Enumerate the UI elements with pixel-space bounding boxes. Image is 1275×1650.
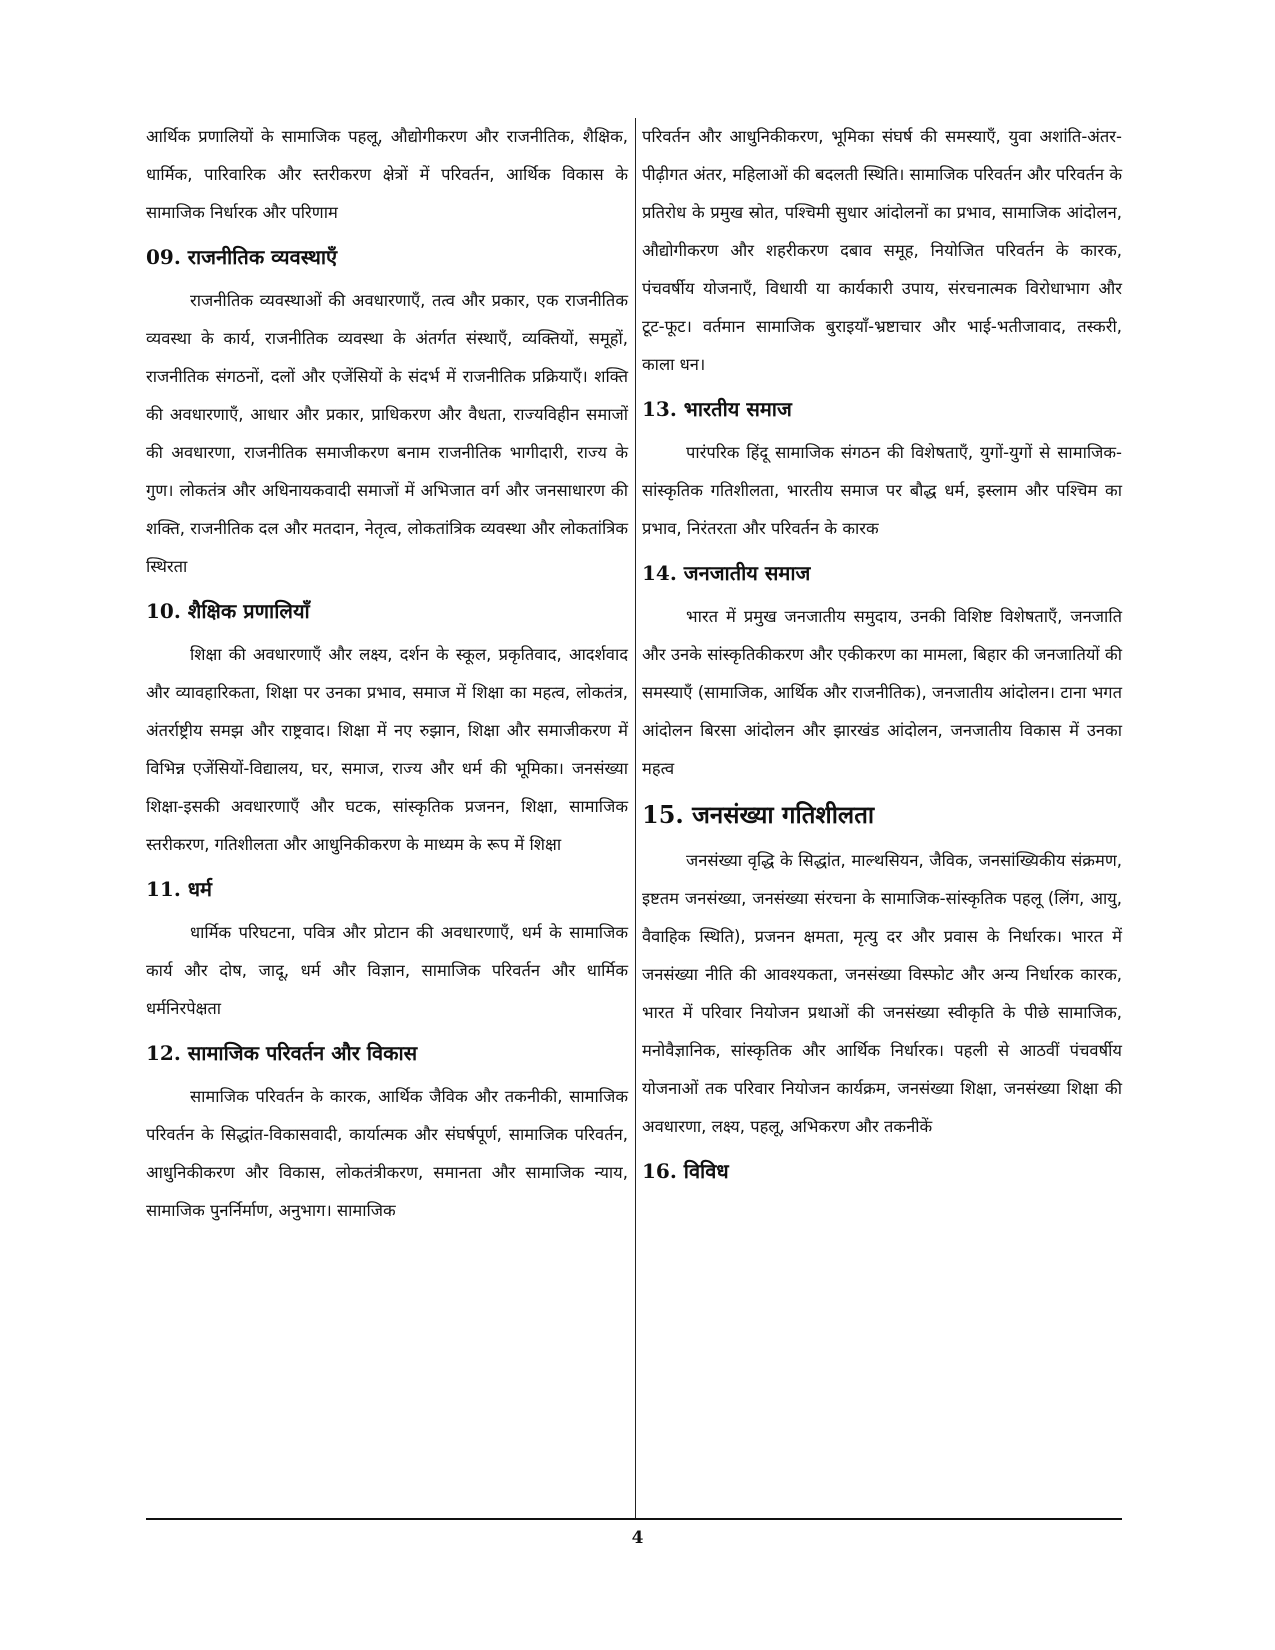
section-11-heading: 11. धर्म: [146, 877, 213, 901]
section-15-body: जनसंख्या वृद्धि के सिद्धांत, माल्थसियन, जैविक, जनसांख्यिकीय संक्रमण, इष्टतम जनसंख्या, जनसंख्या संरचना के सामाजिक-सांस्कृतिक पहलू (लिंग, आयु, वैवाहिक स्थिति), प्रजनन क्षमता, मृत्यु दर और प्रवास के निर्धारक। भारत में जनसंख्या नीति की आवश्यकता, जनसंख्या विस्फोट और अन्य निर्धारक कारक, भारत में परिवार नियोजन प्रथाओं की जनसंख्या स्वीकृति के पीछे सामाजिक, मनोवैज्ञानिक, सांस्कृतिक और आर्थिक निर्धारक। पहली से आठवीं पंचवर्षीय योजनाओं तक परिवार नियोजन कार्यक्रम, जनसंख्या शिक्षा, जनसंख्या शिक्षा की अवधारणा, लक्ष्य, पहलू, अभिकरण और तकनीकें: [642, 851, 1122, 1136]
page-number: 4: [631, 1528, 644, 1548]
section-13-heading: 13. भारतीय समाज: [642, 397, 792, 421]
section-10-body: शिक्षा की अवधारणाएँ और लक्ष्य, दर्शन के स्कूल, प्रकृतिवाद, आदर्शवाद और व्यावहारिकता, शिक्षा पर उनका प्रभाव, समाज में शिक्षा का महत्व, लोकतंत्र, अंतर्राष्ट्रीय समझ और राष्ट्रवाद। शिक्षा में नए रुझान, शिक्षा और समाजीकरण में विभिन्न एजेंसियों-विद्यालय, घर, समाज, राज्य और धर्म की भूमिका। जनसंख्या शिक्षा-इसकी अवधारणाएँ और घटक, सांस्कृतिक प्रजनन, शिक्षा, सामाजिक स्तरीकरण, गतिशीलता और आधुनिकीकरण के माध्यम के रूप में शिक्षा: [146, 645, 628, 854]
section-16-heading: 16. विविध: [642, 1159, 729, 1183]
right-column: [642, 118, 1122, 1196]
section-14-heading: 14. जनजातीय समाज: [642, 561, 811, 585]
section-12-heading: 12. सामाजिक परिवर्तन और विकास: [146, 1041, 418, 1065]
section-12-body: सामाजिक परिवर्तन के कारक, आर्थिक जैविक और तकनीकी, सामाजिक परिवर्तन के सिद्धांत-विकासवादी, कार्यात्मक और संघर्षपूर्ण, सामाजिक परिवर्तन, आधुनिकीकरण और विकास, लोकतंत्रीकरण, समानता और सामाजिक न्याय, सामाजिक पुनर्निर्माण, अनुभाग। सामाजिक: [146, 1087, 628, 1220]
left-column: [146, 118, 628, 1230]
section-15-heading: 15. जनसंख्या गतिशीलता: [642, 800, 875, 829]
section-12-continuation: परिवर्तन और आधुनिकीकरण, भूमिका संघर्ष की समस्याएँ, युवा अशांति-अंतर-पीढ़ीगत अंतर, महिलाओं की बदलती स्थिति। सामाजिक परिवर्तन और परिवर्तन के प्रतिरोध के प्रमुख स्रोत, पश्चिमी सुधार आंदोलनों का प्रभाव, सामाजिक आंदोलन, औद्योगीकरण और शहरीकरण दबाव समूह, नियोजित परिवर्तन के कारक, पंचवर्षीय योजनाएँ, विधायी या कार्यकारी उपाय, संरचनात्मक विरोधाभाग और टूट-फूट। वर्तमान सामाजिक बुराइयाँ-भ्रष्टाचार और भाई-भतीजावाद, तस्करी, काला धन।: [642, 127, 1122, 374]
section-09-body: राजनीतिक व्यवस्थाओं की अवधारणाएँ, तत्व और प्रकार, एक राजनीतिक व्यवस्था के कार्य, राजनीतिक व्यवस्था के अंतर्गत संस्थाएँ, व्यक्तियों, समूहों, राजनीतिक संगठनों, दलों और एजेंसियों के संदर्भ में राजनीतिक प्रक्रियाएँ। शक्ति की अवधारणाएँ, आधार और प्रकार, प्राधिकरण और वैधता, राज्यविहीन समाजों की अवधारणा, राजनीतिक समाजीकरण बनाम राजनीतिक भागीदारी, राज्य के गुण। लोकतंत्र और अधिनायकवादी समाजों में अभिजात वर्ग और जनसाधारण की शक्ति, राजनीतिक दल और मतदान, नेतृत्व, लोकतांत्रिक व्यवस्था और लोकतांत्रिक स्थिरता: [146, 291, 628, 576]
intro-paragraph: आर्थिक प्रणालियों के सामाजिक पहलू, औद्योगीकरण और राजनीतिक, शैक्षिक, धार्मिक, पारिवारिक और स्तरीकरण क्षेत्रों में परिवर्तन, आर्थिक विकास के सामाजिक निर्धारक और परिणाम: [146, 127, 628, 222]
footer-rule: [146, 1518, 1122, 1520]
column-divider: [635, 118, 636, 1518]
section-10-heading: 10. शैक्षिक प्रणालियाँ: [146, 599, 310, 623]
section-13-body: पारंपरिक हिंदू सामाजिक संगठन की विशेषताएँ, युगों-युगों से सामाजिक-सांस्कृतिक गतिशीलता, भारतीय समाज पर बौद्ध धर्म, इस्लाम और पश्चिम का प्रभाव, निरंतरता और परिवर्तन के कारक: [642, 443, 1122, 538]
section-14-body: भारत में प्रमुख जनजातीय समुदाय, उनकी विशिष्ट विशेषताएँ, जनजाति और उनके सांस्कृतिकीकरण और एकीकरण का मामला, बिहार की जनजातियों की समस्याएँ (सामाजिक, आर्थिक और राजनीतिक), जनजातीय आंदोलन। टाना भगत आंदोलन बिरसा आंदोलन और झारखंड आंदोलन, जनजातीय विकास में उनका महत्व: [642, 607, 1122, 778]
section-09-heading: 09. राजनीतिक व्यवस्थाएँ: [146, 245, 338, 269]
section-11-body: धार्मिक परिघटना, पवित्र और प्रोटान की अवधारणाएँ, धर्म के सामाजिक कार्य और दोष, जादू, धर्म और विज्ञान, सामाजिक परिवर्तन और धार्मिक धर्मनिरपेक्षता: [146, 923, 628, 1018]
